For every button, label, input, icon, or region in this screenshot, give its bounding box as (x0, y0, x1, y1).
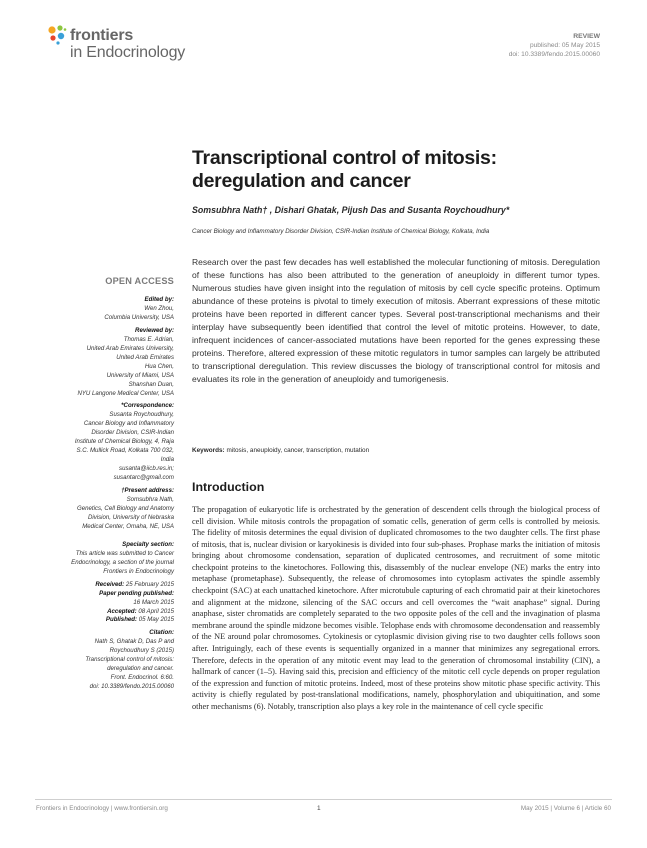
sidebar-line: Roychoudhury S (2015) (109, 647, 174, 655)
correspondence-label: *Correspondence: (121, 402, 174, 410)
date-value: 25 February 2015 (125, 580, 174, 588)
keywords-label: Keywords: (192, 447, 225, 454)
sidebar-line: Columbia University, USA (104, 313, 174, 321)
page-number: 1 (317, 805, 321, 812)
sidebar-line: Cancer Biology and Inflammatory (83, 420, 174, 428)
reviewed-by-label: Reviewed by: (135, 326, 174, 334)
sidebar-line: deregulation and cancer. (107, 665, 174, 673)
date-label: Paper pending published: (99, 589, 174, 597)
sidebar-line: India (160, 456, 174, 464)
sidebar-line: Transcriptional control of mitosis: (85, 656, 174, 664)
email-link[interactable]: susantarc@gmail.com (113, 474, 174, 482)
sidebar-line: Medical Center, Omaha, NE, USA (82, 522, 174, 530)
sidebar-line: This article was submitted to Cancer (75, 549, 174, 557)
sidebar-line: Thomas E. Adrian, (123, 335, 174, 343)
sidebar-line: S.C. Mullick Road, Kolkata 700 032, (76, 447, 174, 455)
sidebar-line: Susanta Roychoudhury, (109, 411, 174, 419)
email-link[interactable]: susanta@iicb.res.in; (119, 465, 174, 473)
sidebar-line: Endocrinology, a section of the journal (71, 558, 174, 566)
date-label: Published: (105, 616, 138, 624)
article-title: Transcriptional control of mitosis: deregulation and cancer (192, 147, 497, 192)
doi-link[interactable]: doi: 10.3389/fendo.2015.00060 (508, 51, 600, 58)
sidebar-line: Disorder Division, CSIR-Indian (91, 429, 174, 437)
sidebar-line: Hua Chen, (144, 362, 174, 370)
date-pending-value: 16 March 2015 (133, 598, 174, 606)
footer-issue-info: May 2015 | Volume 6 | Article 60 (520, 805, 611, 812)
sidebar-line: Shanshan Duan, (128, 380, 174, 388)
citation-label: Citation: (149, 629, 174, 637)
article-sidebar (22, 296, 174, 692)
abstract: Research over the past few decades has well established the molecular functioning of mitosis. Deregulation of these functions has also been attributed to the generation of aneuploidy in different tumor types. Numerous studies have given insight into the regulation of mitosis by cell cycle specific proteins. Optimum abundance of these proteins is pivotal to timely execution of mitosis. Aberrant expressions of these mitotic proteins have been reported in different cancer types. Several post-transcriptional mechanisms and their interplay have subsequently been identified that control the level of mitotic proteins. However, to date, infrequent incidences of cancer-associated mutations have been reported for the genes expressing these proteins. Therefore, altered expression of these mitotic regulators in tumor samples can largely be attributed to transcriptional deregulation. This review discusses the biology of transcriptional control for mitosis and evaluates its role in the generation of aneuploidy and tumorigenesis. (192, 257, 600, 385)
sidebar-line: Genetics, Cell Biology and Anatomy (77, 504, 174, 512)
date-published (22, 616, 174, 625)
frontiers-logo-icon (47, 24, 69, 48)
date-label: Accepted: (107, 607, 137, 615)
sidebar-line: Front. Endocrinol. 6:60. (110, 674, 174, 682)
article-meta (509, 32, 600, 59)
introduction-heading: Introduction (192, 480, 265, 494)
sidebar-line: Institute of Chemical Biology, 4, Raja (74, 438, 174, 446)
present-address-label: †Present address: (121, 487, 174, 495)
keywords-list: mitosis, aneuploidy, cancer, transcription, mutation (226, 447, 370, 454)
affiliation: Cancer Biology and Inflammatory Disorder Division, CSIR-Indian Institute of Chemical Biology, Kolkata, India (192, 228, 490, 235)
sidebar-line: Wen Zhou, (144, 304, 174, 312)
published-date: published: 05 May 2015 (529, 42, 600, 49)
edited-by-label: Edited by: (144, 296, 174, 303)
introduction-body: The propagation of eukaryotic life is orchestrated by the generation of descendent cells through the biological process of cell division. While mitosis controls the propagation of somatic cells, generation of germ cells is controlled by meiosis. The fidelity of mitosis determines the equal division of duplicated chromosomes to the two daughter cells. The first phase of mitosis, that is, nuclear division or karyokinesis is divided into four sub-phases. Prophase marks the initiation of mitosis bringing about chromosome condensation, separation of duplicated centrosomes, and recruitment of some mitotic checkpoint proteins to the kinetochores. Following this, disassembly of the nuclear envelope (NE) marks the entry into metaphase (prometaphase). Subsequently, the release of chromosomes into cytoplasm activates the spindle assembly checkpoint (SAC) at each unattached kinetochore. After microtubule capturing of each chromatid pair at their kinetochores and alignment at the midzone, silencing of the SAC occurs and cell overcomes the “wait anaphase” signal. During anaphase, sister chromatids are completely separated to the two opposite poles of the cell and the invagination of plasma membrane around the spindle midzone becomes visible. Telophase ends with chromosome decondensation and reassembly of the NE around polar chromosomes. Cytokinesis or cytoplasmic division giving rise to two daughter cells follows soon after. Intriguingly, each of these events is sequentially organized in a manner that minimizes any segregational errors. Therefore, defects in the operation of any mitotic event may lead to the generation of chromosomal instability (CIN), a hallmark of cancer (1–5). Having said this, precision and efficiency of the mitotic cell cycle depends on proper regulation of the expression and function of mitotic proteins. Indeed, most of these proteins show mitotic phase specific activity. This activity is chiefly regulated by post-translational modifications, namely, phosphorylation and ubiquitination, and some other mechanisms (6). Notably, transcription also plays a key role in the maintenance of cell cycle specific (192, 505, 600, 711)
logo-journal: in Endocrinology (70, 44, 186, 61)
footer-journal-link[interactable]: Frontiers in Endocrinology | www.frontiersin.org (36, 805, 168, 812)
sidebar-line: University of Miami, USA (106, 371, 174, 379)
specialty-section-label: Specialty section: (122, 540, 174, 548)
article-type: REVIEW (573, 33, 600, 40)
sidebar-line: Frontiers in Endocrinology (103, 567, 174, 575)
keywords (192, 447, 369, 454)
date-value: 08 April 2015 (138, 607, 174, 615)
footer-divider (35, 799, 612, 800)
date-label: Received: (95, 580, 125, 588)
sidebar-line: Division, University of Nebraska (87, 513, 174, 521)
open-access-label: OPEN ACCESS (105, 276, 174, 286)
author-list: Somsubhra Nath† , Dishari Ghatak, Pijush Das and Susanta Roychoudhury* (192, 205, 510, 215)
sidebar-line: United Arab Emirates (116, 353, 174, 361)
sidebar-line: Somsubhra Nath, (126, 496, 174, 504)
sidebar-line: doi: 10.3389/fendo.2015.00060 (89, 683, 174, 691)
date-accepted (22, 608, 174, 617)
sidebar-line: Nath S, Ghatak D, Das P and (94, 638, 174, 646)
date-pending (22, 590, 174, 599)
journal-logo (47, 24, 217, 70)
date-value: 05 May 2015 (138, 616, 174, 624)
sidebar-line: NYU Langone Medical Center, USA (77, 389, 174, 397)
logo-brand: frontiers (70, 27, 134, 44)
date-received (22, 581, 174, 590)
sidebar-line: United Arab Emirates University, (86, 344, 174, 352)
